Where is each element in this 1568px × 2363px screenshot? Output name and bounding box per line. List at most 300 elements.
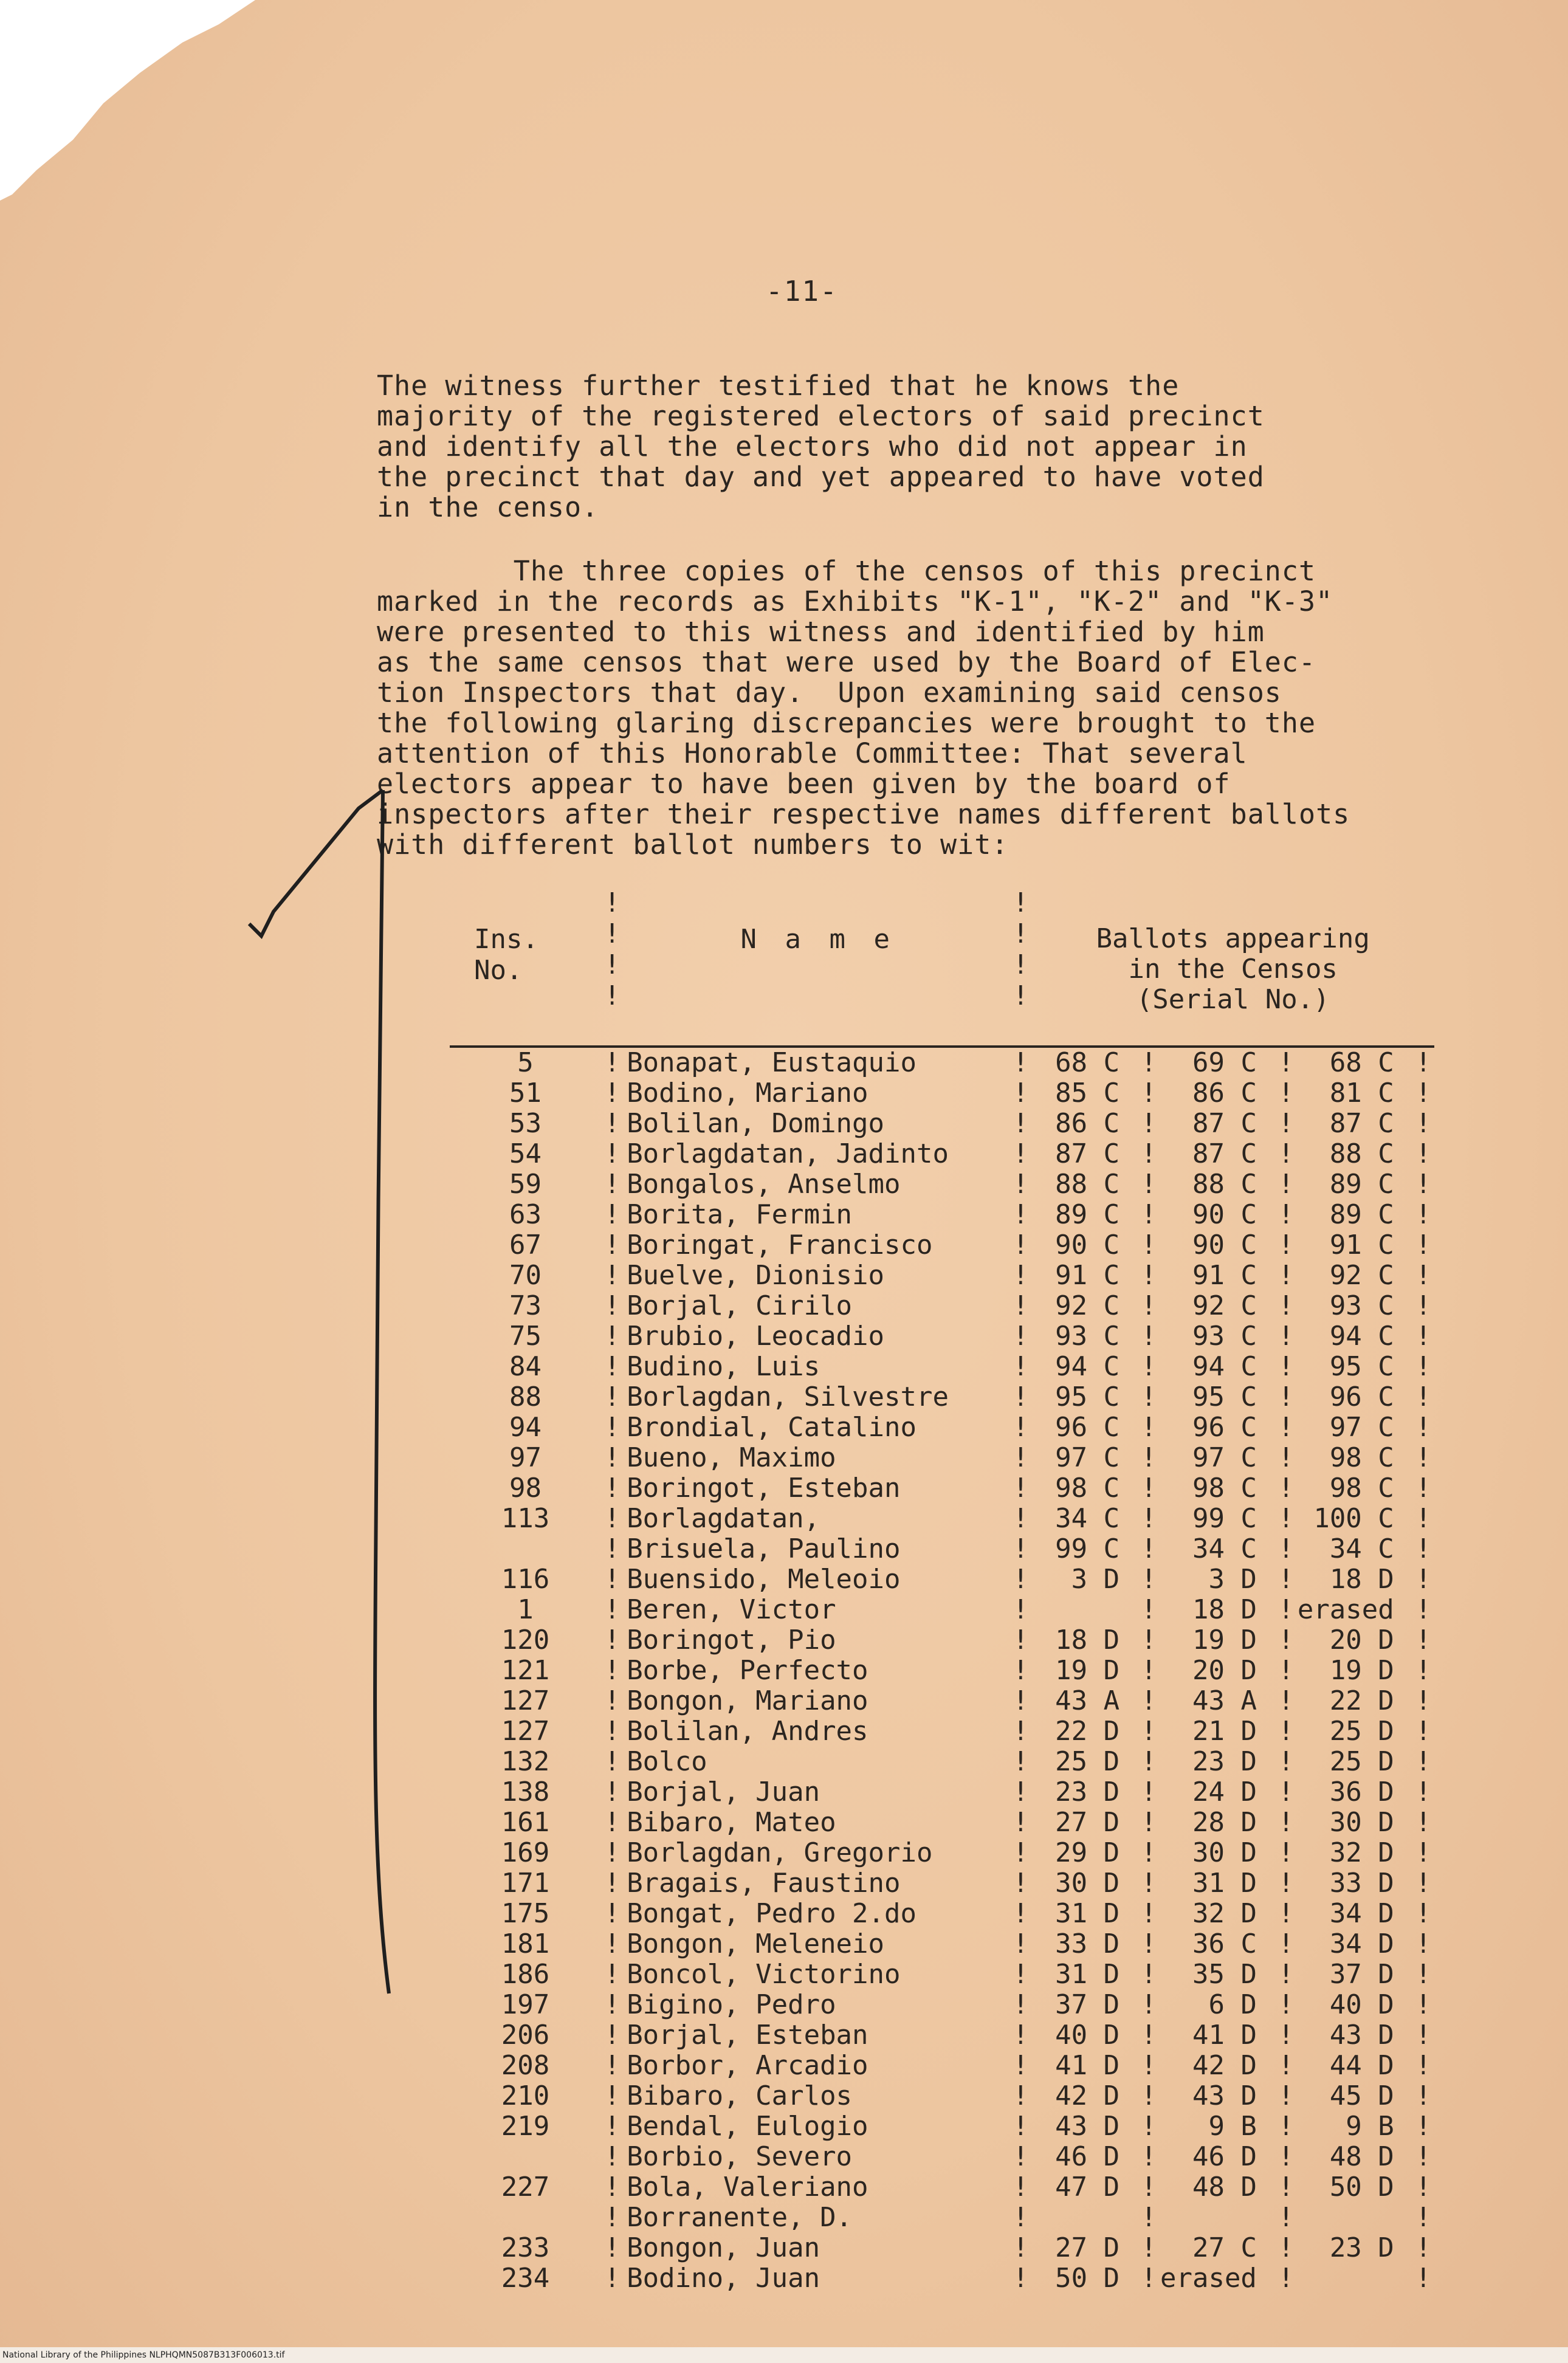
ballot-serial-2: 34 C (1192, 1533, 1257, 1564)
column-separator: ! (603, 2080, 621, 2111)
ballot-serial-2: 20 D (1192, 1655, 1257, 1686)
column-separator: ! (1277, 1746, 1295, 1777)
column-separator: ! (1140, 1473, 1157, 1504)
ballot-serial-1: 90 C (1055, 1230, 1120, 1261)
ballot-serial-1: 40 D (1055, 2020, 1120, 2051)
ballot-serial-1: 30 D (1055, 1868, 1120, 1899)
elector-name: Bongon, Juan (627, 2232, 820, 2263)
ballot-serial-3: 92 C (1329, 1260, 1394, 1291)
column-separator: ! (1415, 2202, 1432, 2233)
table-row (450, 1929, 1434, 1959)
table-row (450, 2051, 1434, 2081)
ins-number: 113 (501, 1503, 550, 1534)
table-row (450, 1261, 1434, 1291)
ins-number: 5 (517, 1047, 534, 1078)
ballot-serial-1: 19 D (1055, 1655, 1120, 1686)
column-separator: ! (1277, 1351, 1295, 1382)
column-separator: ! (1140, 1746, 1157, 1777)
ins-number: 161 (501, 1807, 550, 1838)
ballot-serial-3: 94 C (1329, 1321, 1394, 1352)
ballot-serial-1: 92 C (1055, 1290, 1120, 1321)
ballot-serial-1 (1031, 1595, 1138, 1625)
column-separator: ! (603, 1381, 621, 1412)
column-separator: ! (1415, 2232, 1432, 2263)
ballot-serial-2: 99 C (1192, 1503, 1257, 1534)
ballot-serial-2: 43 D (1192, 2080, 1257, 2111)
column-separator: ! (1140, 2020, 1157, 2051)
column-separator: ! (1013, 1989, 1029, 2020)
ins-number: 98 (509, 1473, 542, 1504)
elector-name: Bola, Valeriano (627, 2172, 868, 2203)
ins-number: 1 (517, 1594, 534, 1625)
column-separator: ! (1415, 1047, 1432, 1078)
column-separator: ! (1140, 1230, 1157, 1261)
column-separator: ! (1140, 1594, 1157, 1625)
column-separator: ! (1415, 1959, 1432, 1990)
column-separator: ! (1140, 1564, 1157, 1595)
elector-name: Borlagdan, Silvestre (627, 1381, 949, 1412)
column-separator: ! (1415, 1078, 1432, 1109)
table-row (450, 2233, 1434, 2263)
ballot-serial-1: 68 C (1055, 1047, 1120, 1078)
ballot-serial-3: 33 D (1329, 1868, 1394, 1899)
elector-name: Bibaro, Carlos (627, 2080, 853, 2111)
ins-number: 121 (501, 1655, 550, 1686)
ins-number (450, 2142, 601, 2172)
column-separator: ! (1140, 1381, 1157, 1412)
column-separator: ! (1140, 1777, 1157, 1808)
column-separator: ! (1140, 1290, 1157, 1321)
column-separator: ! (1013, 1412, 1029, 1443)
header-ballots-line2: in the Censos (1128, 954, 1338, 985)
elector-name: Borlagdan, Gregorio (627, 1837, 933, 1868)
ballot-serial-1: 99 C (1055, 1533, 1120, 1564)
ins-number: 127 (501, 1685, 550, 1716)
column-separator: ! (1013, 1898, 1029, 1929)
elector-name: Bibaro, Mateo (627, 1807, 836, 1838)
ballot-serial-2: 24 D (1192, 1777, 1257, 1808)
ballot-serial-2: 18 D (1192, 1594, 1257, 1625)
page-number: -11- (766, 275, 838, 308)
ballot-serial-3: 89 C (1329, 1199, 1394, 1230)
column-separator: ! (1013, 1777, 1029, 1808)
column-separator: ! (1277, 1928, 1295, 1959)
column-separator: ! (1140, 1685, 1157, 1716)
elector-name: Bolilan, Andres (627, 1716, 868, 1747)
column-separator: ! (603, 2141, 621, 2172)
ins-number: 175 (501, 1898, 550, 1929)
column-separator: ! (1140, 2202, 1157, 2233)
ins-number: 138 (501, 1777, 550, 1808)
column-separator: ! (1140, 2263, 1157, 2294)
column-separator: ! (603, 1412, 621, 1443)
column-separator: ! (603, 1473, 621, 1504)
elector-name: Bigino, Pedro (627, 1989, 836, 2020)
ballot-serial-3: 96 C (1329, 1381, 1394, 1412)
column-separator: ! (603, 1928, 621, 1959)
elector-name: Boringot, Pio (627, 1625, 836, 1656)
elector-name: Bueno, Maximo (627, 1442, 836, 1473)
elector-name: Boringot, Esteban (627, 1473, 901, 1504)
table-row (450, 1838, 1434, 1868)
elector-name: Brubio, Leocadio (627, 1321, 885, 1352)
ballot-serial-1: 91 C (1055, 1260, 1120, 1291)
column-separator: ! (1277, 1442, 1295, 1473)
column-separator: ! (1415, 1351, 1432, 1382)
table-row (450, 1868, 1434, 1899)
elector-name: Bongat, Pedro 2.do (627, 1898, 917, 1929)
table-row (450, 1230, 1434, 1261)
elector-name: Bodino, Mariano (627, 1078, 868, 1109)
ins-number: 171 (501, 1868, 550, 1899)
ballot-serial-1: 23 D (1055, 1777, 1120, 1808)
column-separator: ! (1415, 1260, 1432, 1291)
column-separator: ! (1415, 2172, 1432, 2203)
ballot-serial-3: 87 C (1329, 1108, 1394, 1139)
column-separator: ! (1140, 1928, 1157, 1959)
ballot-serial-2: 27 C (1192, 2232, 1257, 2263)
ins-number: 208 (501, 2050, 550, 2081)
table-row (450, 1716, 1434, 1747)
ballot-serial-3: 40 D (1329, 1989, 1394, 2020)
ballot-serial-3: 37 D (1329, 1959, 1394, 1990)
elector-name: Borjal, Esteban (627, 2020, 868, 2051)
ballot-serial-2: 87 C (1192, 1108, 1257, 1139)
elector-name: Bodino, Juan (627, 2263, 820, 2294)
column-separator: ! ! ! ! (1009, 887, 1031, 1047)
ballot-serial-1: 29 D (1055, 1837, 1120, 1868)
column-separator: ! (1140, 1199, 1157, 1230)
column-separator: ! (1140, 1108, 1157, 1139)
ballot-serial-3: 93 C (1329, 1290, 1394, 1321)
table-row (450, 1078, 1434, 1109)
ballot-serial-3: 20 D (1329, 1625, 1394, 1656)
column-separator: ! (1140, 1442, 1157, 1473)
table-row (450, 2081, 1434, 2111)
column-separator: ! (603, 1716, 621, 1747)
column-separator: ! (1013, 1230, 1029, 1261)
ins-number: 210 (501, 2080, 550, 2111)
column-separator: ! (1415, 1169, 1432, 1200)
ballot-serial-3: 89 C (1329, 1169, 1394, 1200)
column-separator: ! (1013, 1655, 1029, 1686)
column-separator: ! (1140, 2080, 1157, 2111)
table-row (450, 1899, 1434, 1929)
table-row (450, 1595, 1434, 1625)
column-separator: ! (603, 1837, 621, 1868)
column-separator: ! (1013, 2050, 1029, 2081)
ballot-serial-1: 31 D (1055, 1898, 1120, 1929)
column-separator: ! (1140, 2232, 1157, 2263)
ins-number: 227 (501, 2172, 550, 2203)
column-separator: ! (1277, 2050, 1295, 2081)
column-separator: ! (1013, 1928, 1029, 1959)
column-separator: ! (603, 1351, 621, 1382)
column-separator: ! (1140, 2111, 1157, 2142)
ballot-serial-3: erased (1297, 1594, 1394, 1625)
column-separator: ! (1013, 2232, 1029, 2263)
ballot-serial-2: 94 C (1192, 1351, 1257, 1382)
column-separator: ! (1415, 1594, 1432, 1625)
ballot-serial-2: 19 D (1192, 1625, 1257, 1656)
column-separator: ! (1013, 1716, 1029, 1747)
column-separator: ! (603, 1442, 621, 1473)
column-separator: ! (1277, 1594, 1295, 1625)
ballot-serial-2: 69 C (1192, 1047, 1257, 1078)
table-row (450, 1777, 1434, 1808)
column-separator: ! (1140, 1533, 1157, 1564)
column-separator: ! (1140, 1351, 1157, 1382)
elector-name: Borjal, Cirilo (627, 1290, 853, 1321)
column-separator: ! (1415, 1685, 1432, 1716)
ballot-serial-3: 98 C (1329, 1442, 1394, 1473)
column-separator: ! (1013, 2020, 1029, 2051)
ins-number: 116 (501, 1564, 550, 1595)
ins-number: 120 (501, 1625, 550, 1656)
ins-number: 70 (509, 1260, 542, 1291)
ins-number: 233 (501, 2232, 550, 2263)
archive-footer: National Library of the Philippines NLPHQMN5087B313F006013.tif (0, 2347, 1568, 2363)
column-separator: ! (603, 2111, 621, 2142)
ballot-serial-3: 34 D (1329, 1898, 1394, 1929)
ins-number: 73 (509, 1290, 542, 1321)
column-separator: ! (1415, 1625, 1432, 1656)
ballot-serial-2: 35 D (1192, 1959, 1257, 1990)
column-separator: ! (1277, 2202, 1295, 2233)
elector-name: Borita, Fermin (627, 1199, 853, 1230)
table-row (450, 1564, 1434, 1595)
column-separator: ! (1140, 1078, 1157, 1109)
ins-number: 63 (509, 1199, 542, 1230)
elector-name: Borbe, Perfecto (627, 1655, 868, 1686)
column-separator: ! (603, 1503, 621, 1534)
ballot-serial-3: 36 D (1329, 1777, 1394, 1808)
ballot-serial-2: 90 C (1192, 1230, 1257, 1261)
ballot-serial-3: 45 D (1329, 2080, 1394, 2111)
ballot-serial-1: 43 D (1055, 2111, 1120, 2142)
ballot-serial-2: 36 C (1192, 1928, 1257, 1959)
column-separator: ! (1277, 1108, 1295, 1139)
column-separator: ! (603, 1989, 621, 2020)
ballot-serial-1: 3 D (1071, 1564, 1120, 1595)
ballot-serial-1: 31 D (1055, 1959, 1120, 1990)
ballot-serial-1: 95 C (1055, 1381, 1120, 1412)
ballot-serial-3: 34 D (1329, 1928, 1394, 1959)
column-separator: ! (603, 2172, 621, 2203)
elector-name: Borranente, D. (627, 2202, 853, 2233)
column-separator: ! (603, 1260, 621, 1291)
column-separator: ! (603, 1047, 621, 1078)
ballot-serial-1: 47 D (1055, 2172, 1120, 2203)
ballot-serial-2: 9 B (1208, 2111, 1257, 2142)
column-separator: ! (1415, 1868, 1432, 1899)
ins-number: 186 (501, 1959, 550, 1990)
column-separator: ! (1013, 1260, 1029, 1291)
elector-name: Borlagdatan, (627, 1503, 820, 1534)
ballot-serial-2: 87 C (1192, 1138, 1257, 1169)
elector-name: Bonapat, Eustaquio (627, 1047, 917, 1078)
ballot-serial-1: 34 C (1055, 1503, 1120, 1534)
column-separator: ! (1013, 1138, 1029, 1169)
ballot-serial-3: 98 C (1329, 1473, 1394, 1504)
ballots-table (450, 887, 1434, 2294)
elector-name: Bongon, Mariano (627, 1685, 868, 1716)
header-ins-no: Ins. No. (450, 887, 601, 1047)
column-separator: ! (603, 1230, 621, 1261)
column-separator: ! (1013, 1959, 1029, 1990)
ballot-serial-1: 96 C (1055, 1412, 1120, 1443)
ballot-serial-2: 30 D (1192, 1837, 1257, 1868)
ballot-serial-3: 81 C (1329, 1078, 1394, 1109)
ins-number: 75 (509, 1321, 542, 1352)
elector-name: Bongon, Meleneio (627, 1928, 885, 1959)
column-separator: ! (1013, 1078, 1029, 1109)
column-separator: ! (1277, 1807, 1295, 1838)
ballot-serial-2: 23 D (1192, 1746, 1257, 1777)
column-separator: ! (1277, 1533, 1295, 1564)
column-separator: ! (1277, 1625, 1295, 1656)
column-separator: ! (1277, 1230, 1295, 1261)
ballot-serial-3: 68 C (1329, 1047, 1394, 1078)
column-separator: ! (603, 1199, 621, 1230)
column-separator: ! (1277, 1837, 1295, 1868)
ballot-serial-1: 86 C (1055, 1108, 1120, 1139)
ballot-serial-2: 42 D (1192, 2050, 1257, 2081)
ballot-serial-3: 30 D (1329, 1807, 1394, 1838)
ballot-serial-2: erased (1160, 2263, 1257, 2294)
column-separator: ! (1415, 1230, 1432, 1261)
table-row (450, 1534, 1434, 1564)
column-separator: ! (1277, 1260, 1295, 1291)
column-separator: ! (1277, 1047, 1295, 1078)
column-separator: ! (603, 1533, 621, 1564)
elector-name: Borbio, Severo (627, 2141, 853, 2172)
column-separator: ! (1415, 2080, 1432, 2111)
ins-number: 94 (509, 1412, 542, 1443)
ballot-serial-3: 34 C (1329, 1533, 1394, 1564)
table-row (450, 1200, 1434, 1230)
column-separator: ! (1415, 1290, 1432, 1321)
column-separator: ! (1013, 1351, 1029, 1382)
ballot-serial-2: 93 C (1192, 1321, 1257, 1352)
column-separator: ! (1140, 1503, 1157, 1534)
paragraph-testimony: The witness further testified that he knows the majority of the registered electors of said precinct and identify all the electors who did not appear in the precinct that day and yet appeared to have voted in the censo. (377, 370, 1265, 523)
ballot-serial-2: 88 C (1192, 1169, 1257, 1200)
ballot-serial-1: 89 C (1055, 1199, 1120, 1230)
table-row (450, 1443, 1434, 1473)
table-row (450, 2172, 1434, 2203)
column-separator: ! (1277, 1473, 1295, 1504)
column-separator: ! (1140, 1655, 1157, 1686)
column-separator: ! (1013, 1685, 1029, 1716)
ballot-serial-1: 87 C (1055, 1138, 1120, 1169)
column-separator: ! (1013, 1807, 1029, 1838)
column-separator: ! (1277, 1716, 1295, 1747)
ballot-serial-3: 95 C (1329, 1351, 1394, 1382)
ballot-serial-1: 50 D (1055, 2263, 1120, 2294)
ballot-serial-1: 85 C (1055, 1078, 1120, 1109)
ballots-table-body (450, 1047, 1434, 2294)
column-separator: ! (1277, 1078, 1295, 1109)
ins-number: 234 (501, 2263, 550, 2294)
elector-name: Bolco (627, 1746, 707, 1777)
column-separator: ! (603, 1625, 621, 1656)
ballot-serial-1: 42 D (1055, 2080, 1120, 2111)
ins-number (450, 1534, 601, 1564)
column-separator: ! (1140, 1807, 1157, 1838)
column-separator: ! (1277, 2263, 1295, 2294)
ballot-serial-3: 100 C (1313, 1503, 1394, 1534)
column-separator: ! (603, 1685, 621, 1716)
column-separator: ! ! ! ! (601, 887, 623, 1047)
column-separator: ! (603, 1594, 621, 1625)
table-row (450, 1808, 1434, 1838)
ballot-serial-1: 94 C (1055, 1351, 1120, 1382)
column-separator: ! (1415, 1381, 1432, 1412)
elector-name: Brisuela, Paulino (627, 1533, 901, 1564)
ins-number: 132 (501, 1746, 550, 1777)
column-separator: ! (1415, 1716, 1432, 1747)
ballot-serial-3: 22 D (1329, 1685, 1394, 1716)
column-separator: ! (1277, 1321, 1295, 1352)
column-separator: ! (1277, 1199, 1295, 1230)
ins-number: 51 (509, 1078, 542, 1109)
column-separator: ! (1277, 1503, 1295, 1534)
ballot-serial-2: 32 D (1192, 1898, 1257, 1929)
elector-name: Bolilan, Domingo (627, 1108, 885, 1139)
ballot-serial-2: 6 D (1208, 1989, 1257, 2020)
column-separator: ! (1415, 1138, 1432, 1169)
column-separator: ! (1140, 1412, 1157, 1443)
column-separator: ! (1013, 2263, 1029, 2294)
column-separator: ! (1140, 1989, 1157, 2020)
ballot-serial-1: 97 C (1055, 1442, 1120, 1473)
ins-number: 127 (501, 1716, 550, 1747)
column-separator: ! (1140, 1716, 1157, 1747)
column-separator: ! (1013, 1564, 1029, 1595)
column-separator: ! (603, 2232, 621, 2263)
column-separator: ! (603, 1868, 621, 1899)
column-separator: ! (1013, 1442, 1029, 1473)
column-separator: ! (1277, 2141, 1295, 2172)
elector-name: Bragais, Faustino (627, 1868, 901, 1899)
column-separator: ! (1415, 2050, 1432, 2081)
ballot-serial-2: 96 C (1192, 1412, 1257, 1443)
ballot-serial-1: 46 D (1055, 2141, 1120, 2172)
elector-name: Bendal, Eulogio (627, 2111, 868, 2142)
ballot-serial-3: 44 D (1329, 2050, 1394, 2081)
column-separator: ! (1277, 1138, 1295, 1169)
ballot-serial-1: 27 D (1055, 1807, 1120, 1838)
table-row (450, 1686, 1434, 1716)
column-separator: ! (603, 2263, 621, 2294)
table-row (450, 1109, 1434, 1139)
elector-name: Brondial, Catalino (627, 1412, 917, 1443)
column-separator: ! (1140, 1138, 1157, 1169)
ballot-serial-2: 86 C (1192, 1078, 1257, 1109)
elector-name: Budino, Luis (627, 1351, 820, 1382)
ballot-serial-3: 48 D (1329, 2141, 1394, 2172)
ballot-serial-3: 25 D (1329, 1746, 1394, 1777)
ballot-serial-1: 18 D (1055, 1625, 1120, 1656)
column-separator: ! (1140, 1169, 1157, 1200)
column-separator: ! (1415, 1564, 1432, 1595)
column-separator: ! (1415, 1837, 1432, 1868)
column-separator: ! (1140, 2050, 1157, 2081)
column-separator: ! (1013, 1625, 1029, 1656)
ballot-serial-1: 98 C (1055, 1473, 1120, 1504)
column-separator: ! (1415, 1928, 1432, 1959)
